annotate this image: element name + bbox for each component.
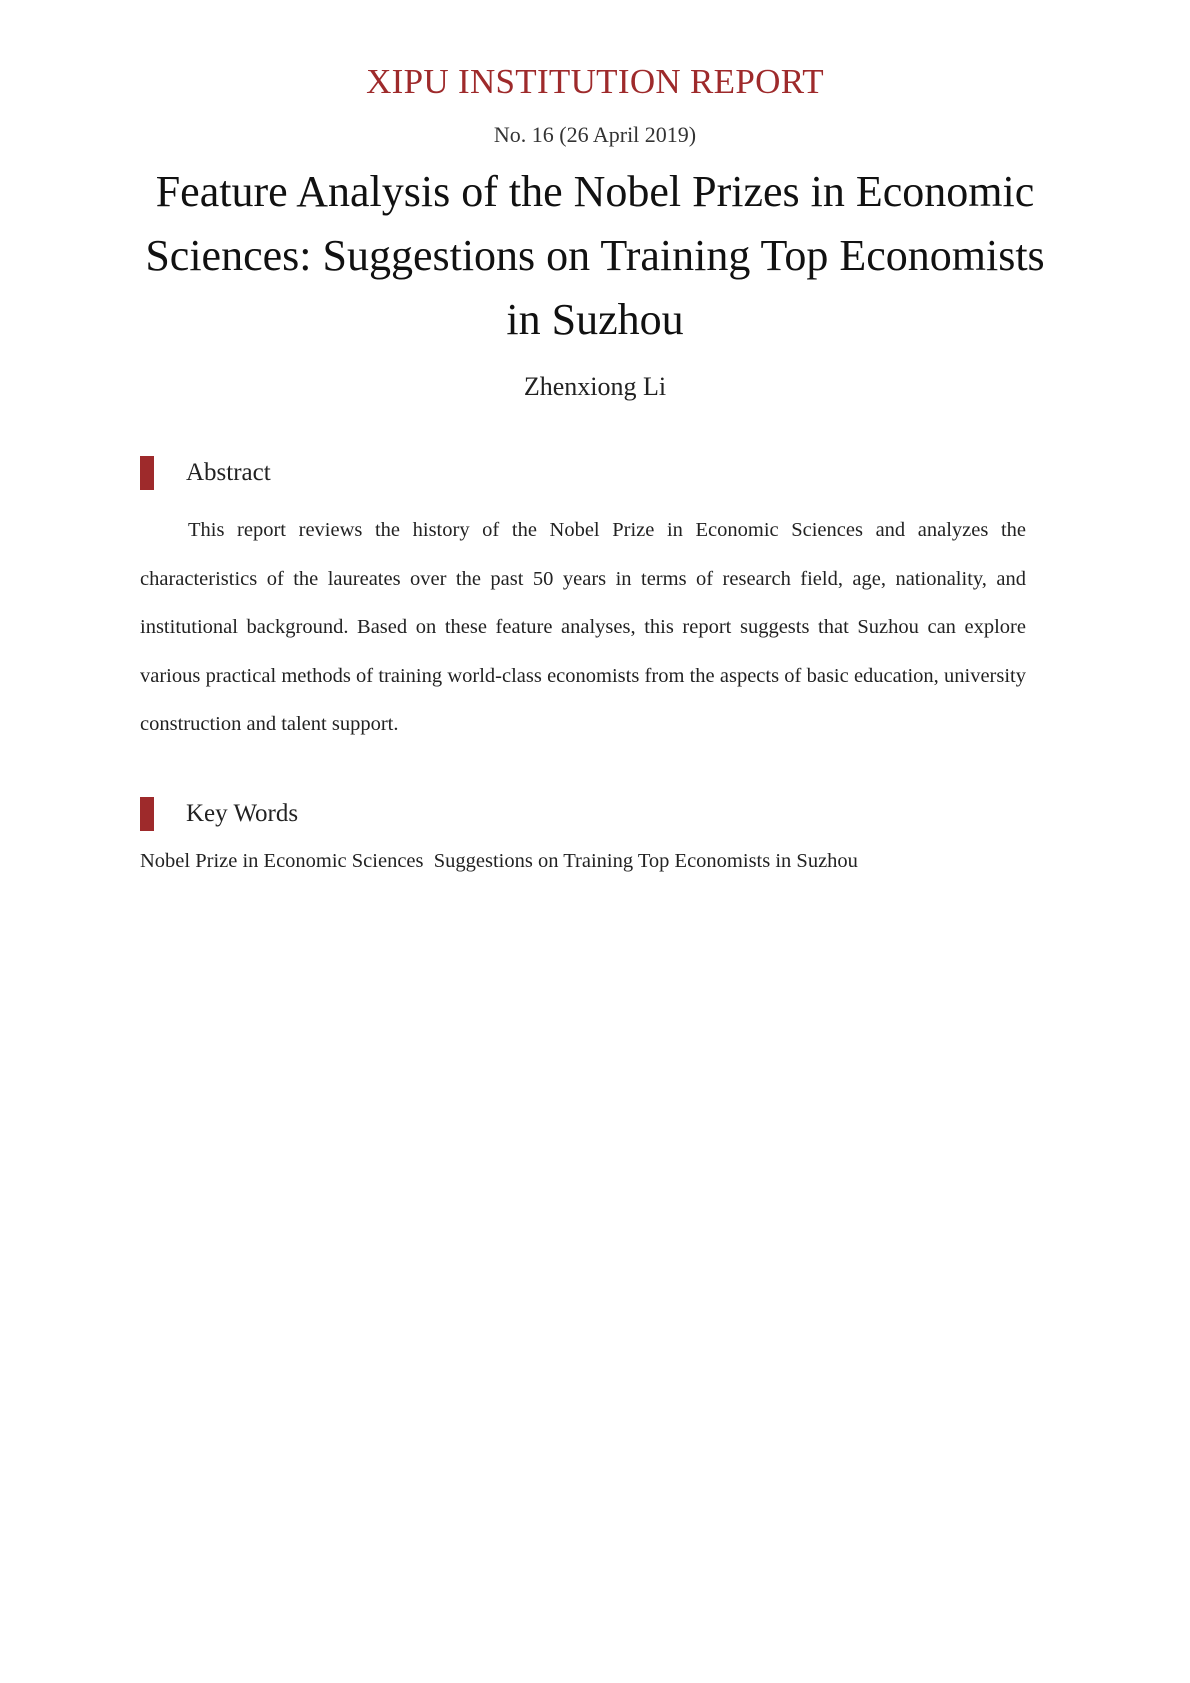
keywords-heading — [140, 797, 298, 831]
section-marker-icon — [140, 797, 154, 831]
keywords-heading-label: Key Words — [186, 800, 299, 827]
title-line: in Suzhou — [506, 295, 684, 344]
author-name: Zhenxiong Li — [523, 372, 667, 401]
title-line: Sciences: Suggestions on Training Top Economists — [145, 231, 1045, 280]
series-title: XIPU INSTITUTION REPORT — [366, 62, 824, 101]
keywords-text: Nobel Prize in Economic Sciences Suggestions on Training Top Economists in Suzhou — [140, 850, 858, 872]
report-title — [140, 160, 1050, 352]
section-marker-icon — [140, 456, 154, 490]
title-line: Feature Analysis of the Nobel Prizes in Economic — [155, 167, 1035, 216]
issue-number: No. 16 (26 April 2019) — [493, 122, 697, 147]
abstract-text: This report reviews the history of the Nobel Prize in Economic Sciences and analyzes the characteristics of the laureates over the past 50 years in terms of research field, age, nationality, and institutional background. Based on these feature analyses, this report suggests that Suzhou can explore various practical methods of training world-class economists from the aspects of basic education, university construction and talent support. — [140, 519, 1026, 735]
abstract-heading — [140, 456, 271, 490]
abstract-heading-label: Abstract — [186, 459, 271, 486]
